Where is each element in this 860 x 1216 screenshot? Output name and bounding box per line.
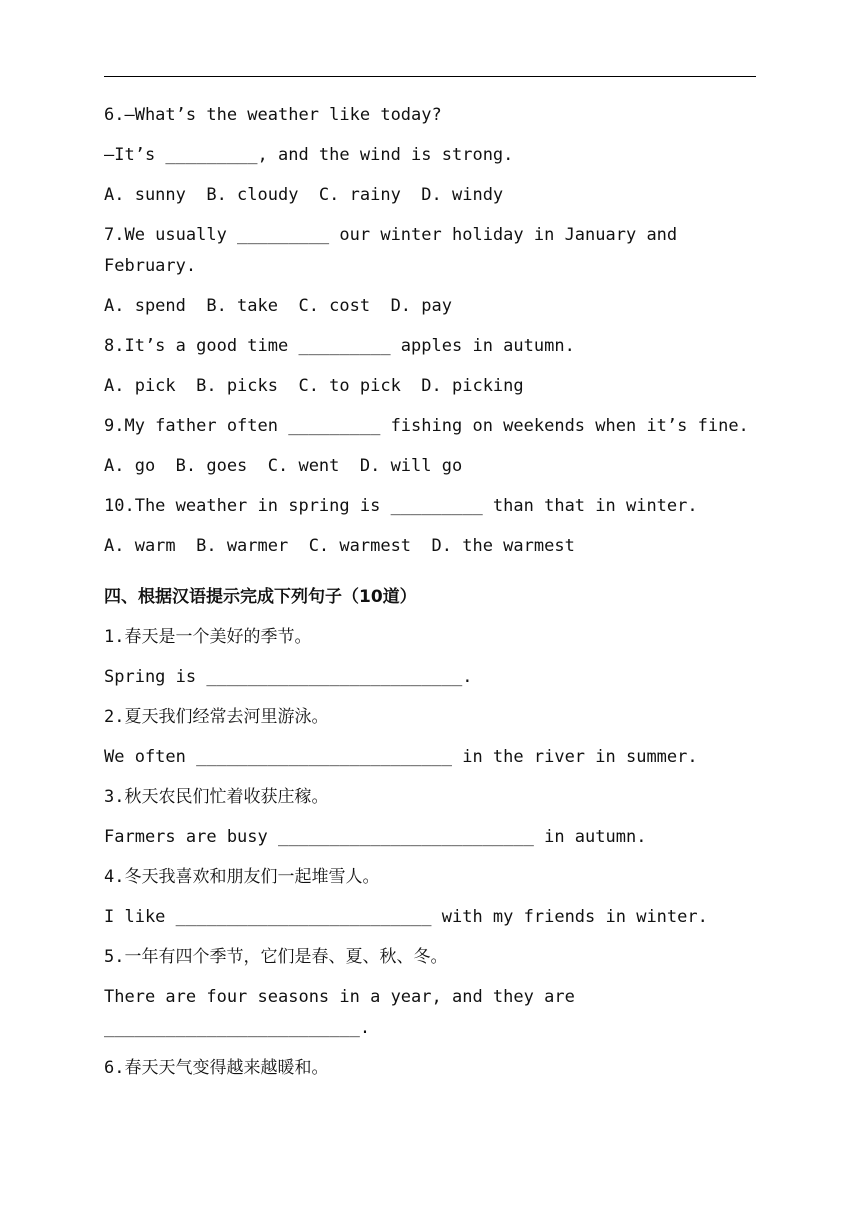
translation-item-6-chinese: 6.春天天气变得越来越暖和。 bbox=[104, 1058, 329, 1078]
translation-item-4-english: I like _________________________ with my friends in winter. bbox=[104, 907, 708, 927]
translation-item-1-english: Spring is _________________________. bbox=[104, 667, 473, 687]
header-rule bbox=[104, 76, 756, 77]
translation-item-5-chinese: 5.一年有四个季节，它们是春、夏、秋、冬。 bbox=[104, 947, 448, 967]
question-10-stem: 10.The weather in spring is _________ than that in winter. bbox=[104, 496, 698, 516]
question-8-stem: 8.It’s a good time _________ apples in autumn. bbox=[104, 336, 575, 356]
translation-item-2-chinese: 2.夏天我们经常去河里游泳。 bbox=[104, 707, 329, 727]
translation-item-3-chinese: 3.秋天农民们忙着收获庄稼。 bbox=[104, 787, 329, 807]
translation-item-4-chinese: 4.冬天我喜欢和朋友们一起堆雪人。 bbox=[104, 867, 380, 887]
question-8-options: A. pick B. picks C. to pick D. picking bbox=[104, 376, 524, 396]
question-9-options: A. go B. goes C. went D. will go bbox=[104, 456, 463, 476]
question-6-answer-line: —It’s _________, and the wind is strong. bbox=[104, 145, 514, 165]
translation-item-5-english-line-2: _________________________. bbox=[104, 1018, 371, 1038]
question-6-options: A. sunny B. cloudy C. rainy D. windy bbox=[104, 185, 504, 205]
translation-item-1-chinese: 1.春天是一个美好的季节。 bbox=[104, 627, 312, 647]
translation-item-2-english: We often _________________________ in the river in summer. bbox=[104, 747, 698, 767]
question-7-stem-line-1: 7.We usually _________ our winter holiday in January and bbox=[104, 225, 678, 245]
question-6-stem: 6.—What’s the weather like today? bbox=[104, 105, 442, 125]
question-9-stem: 9.My father often _________ fishing on weekends when it’s fine. bbox=[104, 416, 749, 436]
translation-item-5-english-line-1: There are four seasons in a year, and they are bbox=[104, 987, 575, 1007]
question-7-options: A. spend B. take C. cost D. pay bbox=[104, 296, 452, 316]
section-4-title: 四、根据汉语提示完成下列句子（10道） bbox=[104, 587, 417, 607]
page-content bbox=[104, 100, 764, 1093]
translation-item-3-english: Farmers are busy _________________________ in autumn. bbox=[104, 827, 647, 847]
question-7-stem-line-2: February. bbox=[104, 256, 197, 276]
question-10-options: A. warm B. warmer C. warmest D. the warmest bbox=[104, 536, 575, 556]
